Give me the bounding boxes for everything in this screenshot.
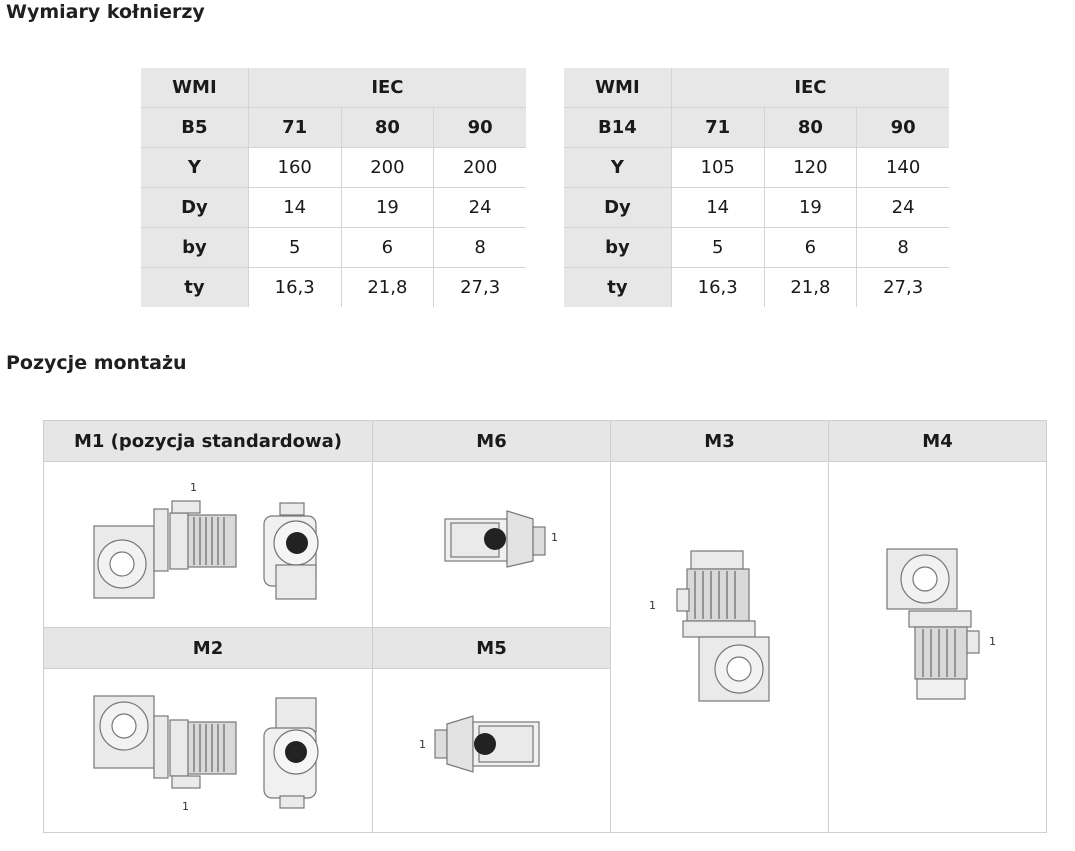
mount-cell-m1	[44, 421, 373, 627]
table-group-header: IEC	[248, 68, 526, 108]
gearmotor-drawing-m4	[829, 461, 1046, 832]
mount-diagram-m1	[44, 461, 372, 627]
row-label: Dy	[141, 188, 248, 228]
section-title-mounting: Pozycje montażu	[6, 352, 187, 374]
row-label: Y	[141, 148, 248, 188]
table-cell: 16,3	[248, 268, 341, 308]
table-row	[141, 188, 526, 228]
table-group-header: IEC	[671, 68, 949, 108]
mount-diagram-m6	[373, 461, 610, 627]
table-cell: 19	[341, 188, 434, 228]
mount-cell-m4	[829, 421, 1046, 832]
row-label: by	[564, 228, 671, 268]
table-cell: 19	[764, 188, 857, 228]
position-marker: 1	[989, 635, 996, 648]
position-marker: 1	[551, 531, 558, 544]
flange-table-b5	[141, 68, 526, 307]
mount-label-m2: M2	[44, 628, 372, 669]
table-cell: 24	[434, 188, 526, 228]
table-cell: 160	[248, 148, 341, 188]
mount-label-m3: M3	[611, 421, 828, 462]
gearmotor-drawing-m5	[373, 668, 611, 833]
position-marker: 1	[190, 481, 197, 494]
table-row	[564, 228, 949, 268]
row-label: Dy	[564, 188, 671, 228]
section-title-flanges: Wymiary kołnierzy	[6, 1, 205, 23]
table-cell: 140	[857, 148, 949, 188]
column-header: 71	[248, 108, 341, 148]
row-label: by	[141, 228, 248, 268]
gearmotor-drawing-m3	[611, 461, 829, 832]
table-cell: 105	[671, 148, 764, 188]
position-marker: 1	[182, 800, 189, 813]
gearmotor-drawing-m2	[44, 668, 373, 833]
mount-cell-m3	[611, 421, 829, 832]
table-cell: 14	[248, 188, 341, 228]
table-row	[564, 148, 949, 188]
table-corner-header: WMI	[141, 68, 248, 108]
mount-label-m6: M6	[373, 421, 610, 462]
column-header: 80	[341, 108, 434, 148]
mount-label-m1: M1 (pozycja standardowa)	[44, 421, 372, 462]
table-cell: 21,8	[341, 268, 434, 308]
table-cell: 5	[671, 228, 764, 268]
row-label: Y	[564, 148, 671, 188]
table-cell: 27,3	[460, 277, 501, 298]
table-cell: 6	[764, 228, 857, 268]
position-marker: 1	[649, 599, 656, 612]
table-cell: 8	[434, 228, 526, 268]
table-type-header: B14	[564, 108, 671, 148]
column-header: 80	[764, 108, 857, 148]
mount-diagram-m5	[373, 668, 610, 832]
table-corner-header: WMI	[564, 68, 671, 108]
table-type-header: B5	[141, 108, 248, 148]
column-header: 90	[857, 108, 949, 148]
table-cell: 200	[434, 148, 526, 188]
table-cell: 120	[764, 148, 857, 188]
flange-table-b14	[564, 68, 949, 307]
table-cell: 27,3	[883, 277, 924, 298]
mount-cell-m2	[44, 627, 373, 832]
mounting-positions-grid	[43, 420, 1047, 833]
column-header: 90	[434, 108, 526, 148]
position-marker: 1	[419, 738, 426, 751]
column-header: 71	[671, 108, 764, 148]
table-row	[564, 268, 949, 308]
gearmotor-drawing-m1	[44, 461, 373, 627]
table-row	[141, 228, 526, 268]
table-cell: 16,3	[671, 268, 764, 308]
mount-label-m4: M4	[829, 421, 1046, 462]
mount-cell-m6	[373, 421, 611, 627]
mount-diagram-m2	[44, 668, 372, 832]
row-label: ty	[141, 268, 248, 308]
table-cell: 14	[671, 188, 764, 228]
table-row	[564, 188, 949, 228]
mount-label-m5: M5	[373, 628, 610, 669]
row-label: ty	[564, 268, 671, 308]
gearmotor-drawing-m6	[373, 461, 611, 627]
table-cell: 5	[248, 228, 341, 268]
mount-diagram-m3	[611, 461, 828, 832]
table-row	[141, 148, 526, 188]
table-cell: 6	[341, 228, 434, 268]
table-cell: 21,8	[764, 268, 857, 308]
table-row	[141, 268, 526, 308]
table-cell: 8	[857, 228, 949, 268]
mount-cell-m5	[373, 627, 611, 832]
table-cell: 24	[857, 188, 949, 228]
mount-diagram-m4	[829, 461, 1046, 832]
table-cell: 200	[341, 148, 434, 188]
